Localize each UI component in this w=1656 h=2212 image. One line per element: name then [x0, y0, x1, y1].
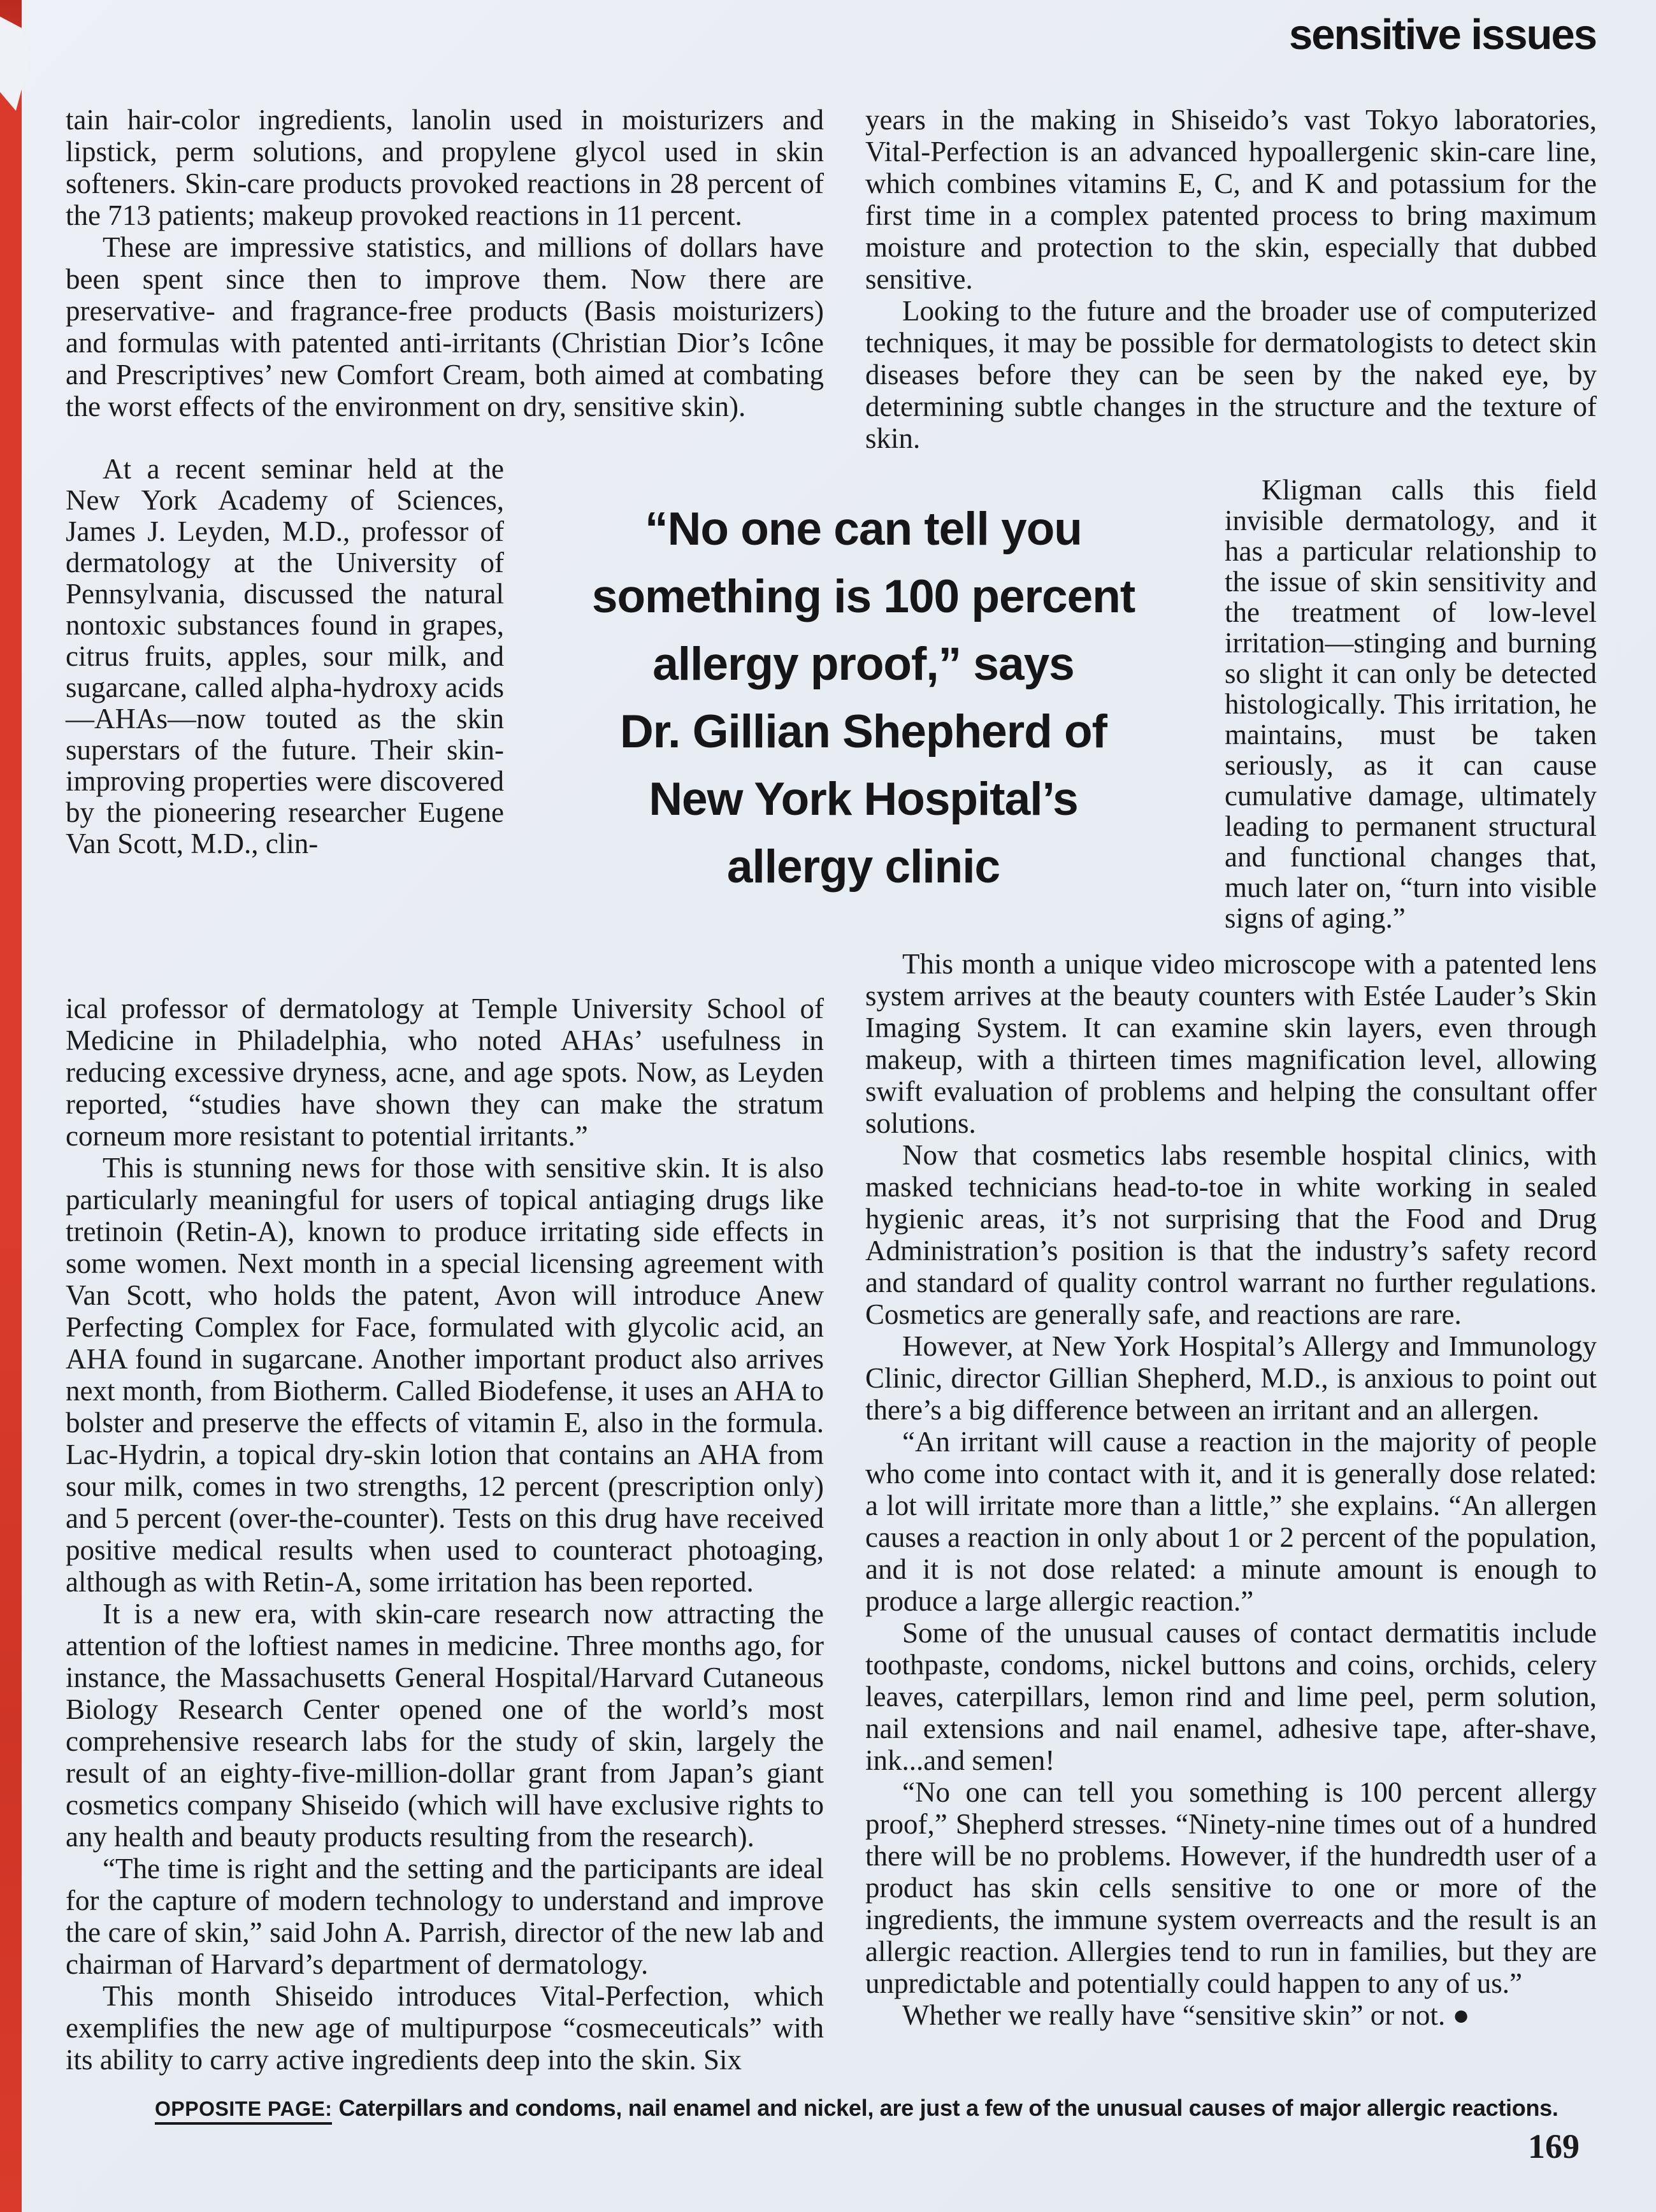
left-column-bottom	[66, 993, 824, 2076]
opposite-page-caption	[155, 2095, 1559, 2122]
left-column-top	[66, 104, 824, 422]
pull-quote-line: allergy proof,” says	[652, 638, 1074, 690]
right-column-bottom	[865, 948, 1597, 2031]
pull-quote-line: New York Hospital’s	[649, 773, 1078, 825]
section-header: sensitive issues	[1289, 11, 1596, 59]
pull-quote-line: Dr. Gillian Shepherd of	[620, 706, 1107, 758]
paragraph: Now that cosmetics labs resemble hospital clinics, with masked technicians head-to-toe in white working in sealed hygienic areas, it’s not surprising that the Food and Drug Administration’s position is that the industry’s safety record and standard of quality control warrant no further regulations. Cosmetics are generally safe, and reactions are rare.	[865, 1139, 1597, 1330]
paragraph: However, at New York Hospital’s Allergy and Immunology Clinic, director Gillian Shepherd, M.D., is anxious to point out there’s a big difference between an irritant and an allergen.	[865, 1330, 1597, 1426]
paragraph: Kligman calls this field invisible dermatology, and it has a particular relationship to the issue of skin sensitivity and the treatment of low-level irritation—stinging and burning so slight it can only be detected histologically. This irritation, he maintains, must be taken seriously, as it can cause cumulative damage, ultimately leading to permanent structural and functional changes that, much later on, “turn into visible signs of aging.”	[1225, 474, 1597, 934]
pull-quote-line: “No one can tell you	[645, 503, 1082, 555]
red-edge-strip	[0, 0, 22, 2212]
paragraph: These are impressive statistics, and millions of dollars have been spent since then to improve them. Now there are preservative- and fragrance-free products (Basis moisturizers) and formulas with patented anti-irritants (Christian Dior’s Icône and Prescriptives’ new Comfort Cream, both aimed at combating the worst effects of the environment on dry, sensitive skin).	[66, 231, 824, 422]
paragraph: “An irritant will cause a reaction in the majority of people who come into contact with it, and it is generally dose related: a lot will irritate more than a little,” she explains. “An allergen causes a reaction in only about 1 or 2 percent of the population, and it is not dose related: a minute amount is enough to produce a large allergic reaction.”	[865, 1426, 1597, 1617]
caption-text: Caterpillars and condoms, nail enamel and nickel, are just a few of the unusual causes of major allergic reactions.	[338, 2095, 1559, 2121]
paragraph: This is stunning news for those with sensitive skin. It is also particularly meaningful for users of topical antiaging drugs like tretinoin (Retin-A), known to produce irritating side effects in some women. Next month in a special licensing agreement with Van Scott, who holds the patent, Avon will introduce Anew Perfecting Complex for Face, formulated with glycolic acid, an AHA found in sugarcane. Another important product also arrives next month, from Biotherm. Called Biodefense, it uses an AHA to bolster and preserve the effects of vitamin E, also in the formula. Lac-Hydrin, a topical dry-skin lotion that contains an AHA from sour milk, comes in two strengths, 12 percent (prescription only) and 5 percent (over-the-counter). Tests on this drug have received positive medical results when used to counteract photoaging, although as with Retin-A, some irritation has been reported.	[66, 1152, 824, 1598]
right-column-narrow	[1225, 475, 1597, 933]
paragraph: This month a unique video microscope with a patented lens system arrives at the beauty counters with Estée Lauder’s Skin Imaging System. It can examine skin layers, even through makeup, with a thirteen times magnification level, allowing swift evaluation of problems and helping the consultant offer solutions.	[865, 948, 1597, 1139]
paragraph: Looking to the future and the broader use of computerized techniques, it may be possible for dermatologists to detect skin diseases before they can be seen by the naked eye, by determining subtle changes in the structure and the texture of skin.	[865, 295, 1597, 454]
paper-tear	[0, 17, 31, 111]
pull-quote	[513, 496, 1214, 901]
paragraph: It is a new era, with skin-care research now attracting the attention of the loftiest names in medicine. Three months ago, for instance, the Massachusetts General Hospital/Harvard Cutaneous Biology Research Center opened one of the world’s most comprehensive research labs for the study of skin, largely the result of an eighty-five-million-dollar grant from Japan’s giant cosmetics company Shiseido (which will have exclusive rights to any health and beauty products resulting from the research).	[66, 1598, 824, 1853]
paragraph: years in the making in Shiseido’s vast Tokyo laboratories, Vital-Perfection is an advanced hypoallergenic skin-care line, which combines vitamins E, C, and K and potassium for the first time in a complex patented process to bring maximum moisture and protection to the skin, especially that dubbed sensitive.	[865, 104, 1597, 295]
caption-label: OPPOSITE PAGE:	[155, 2097, 332, 2125]
paragraph: “The time is right and the setting and the participants are ideal for the capture of modern technology to understand and improve the care of skin,” said John A. Parrish, director of the new lab and chairman of Harvard’s department of dermatology.	[66, 1853, 824, 1980]
left-column-narrow	[66, 454, 504, 859]
paragraph: Some of the unusual causes of contact dermatitis include toothpaste, condoms, nickel buttons and coins, orchids, celery leaves, caterpillars, lemon rind and lime peel, perm solution, nail extensions and nail enamel, adhesive tape, after-shave, ink...and semen!	[865, 1617, 1597, 1776]
pull-quote-line: something is 100 percent	[591, 571, 1135, 622]
page-number: 169	[1528, 2127, 1580, 2165]
paragraph: “No one can tell you something is 100 percent allergy proof,” Shepherd stresses. “Ninety-nine times out of a hundred there will be no problems. However, if the hundredth user of a product has skin cells sensitive to one or more of the ingredients, the immune system overreacts and the result is an allergic reaction. Allergies tend to run in families, but they are unpredictable and potentially could happen to any of us.”	[865, 1776, 1597, 1999]
right-column-top	[865, 104, 1597, 454]
paragraph: Whether we really have “sensitive skin” or not. ●	[902, 1999, 1470, 2031]
paragraph: At a recent seminar held at the New York Academy of Sciences, James J. Leyden, M.D., professor of dermatology at the University of Pennsylvania, discussed the natural nontoxic substances found in grapes, citrus fruits, apples, sour milk, and sugarcane, called alpha-hydroxy acids—AHAs—now touted as the skin superstars of the future. Their skin-improving properties were discovered by the pioneering researcher Eugene Van Scott, M.D., clin-	[66, 453, 504, 859]
pull-quote-line: allergy clinic	[726, 841, 1000, 893]
paragraph: This month Shiseido introduces Vital-Perfection, which exemplifies the new age of multipurpose “cosmeceuticals” with its ability to carry active ingredients deep into the skin. Six	[66, 1980, 824, 2076]
paragraph: tain hair-color ingredients, lanolin used in moisturizers and lipstick, perm solutions, and propylene glycol used in skin softeners. Skin-care products provoked reactions in 28 percent of the 713 patients; makeup provoked reactions in 11 percent.	[66, 104, 824, 231]
paragraph: ical professor of dermatology at Temple University School of Medicine in Philadelphia, who noted AHAs’ usefulness in reducing excessive dryness, acne, and age spots. Now, as Leyden reported, “studies have shown they can make the stratum corneum more resistant to potential irritants.”	[66, 993, 824, 1152]
